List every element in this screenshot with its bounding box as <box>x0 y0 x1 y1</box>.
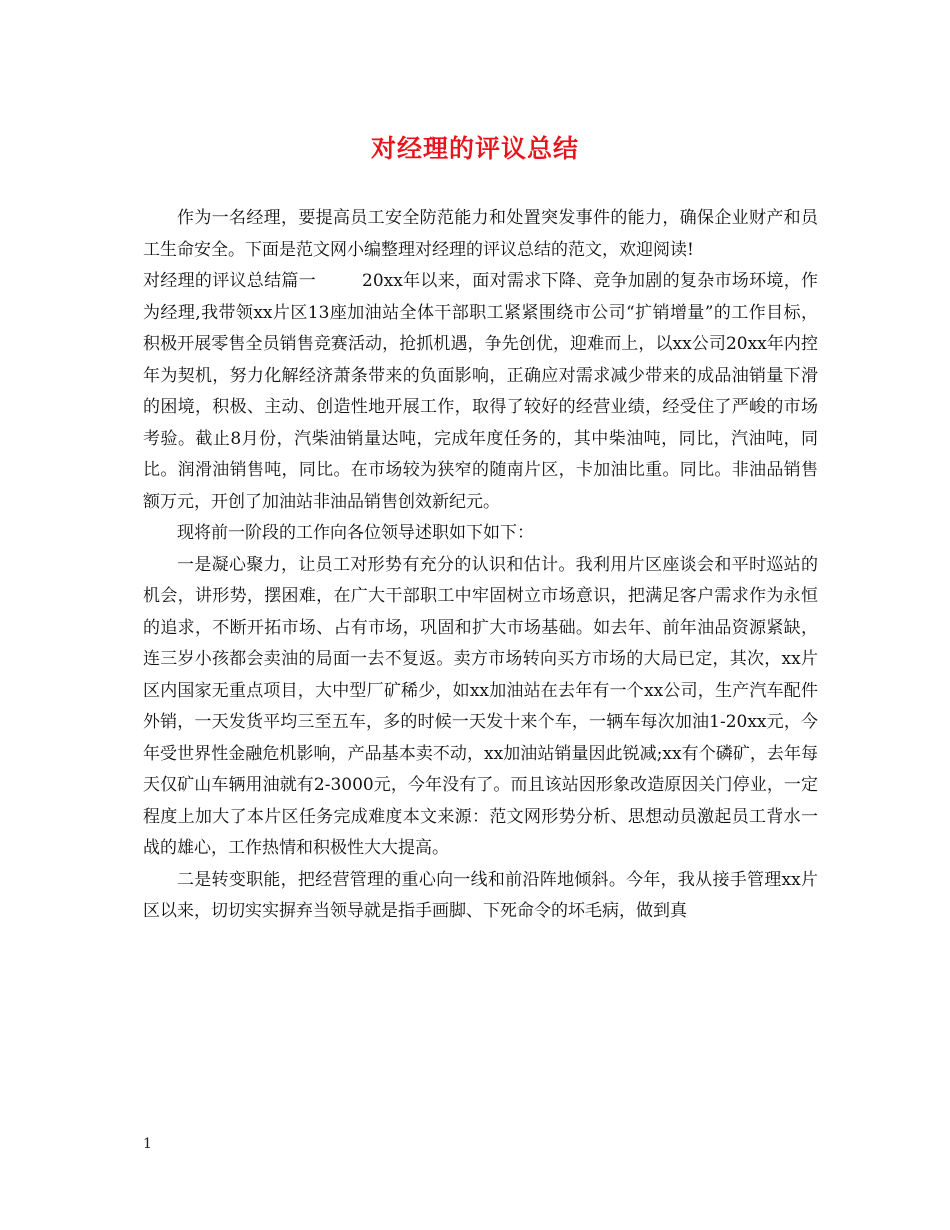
point-two-paragraph: 二是转变职能，把经营管理的重心向一线和前沿阵地倾斜。今年，我从接手管理xx片区以来，切切实实摒弃当领导就是指手画脚、下死命令的坏毛病，做到真 <box>143 869 818 921</box>
section-text: 20xx年以来，面对需求下降、竞争加剧的复杂市场环境，作为经理,我带领xx片区13座加油站全体干部职工紧紧围绕市公司“扩销增量”的工作目标，积极开展零售全员销售竞赛活动，抢抓机遇，争先创优，迎难而上，以xx公司20xx年内控年为契机，努力化解经济萧条带来的负面影响，正确应对需求减少带来的成品油销量下滑的困境，积极、主动、创造性地开展工作，取得了较好的经营业绩，经受住了严峻的市场考验。截止8月份，汽柴油销量达吨，完成年度任务的，其中柴油吨，同比，汽油吨，同比。润滑油销售吨，同比。在市场较为狭窄的随南片区，卡加油比重。同比。非油品销售额万元，开创了加油站非油品销售创效新纪元。 <box>143 271 818 512</box>
document-body <box>143 203 818 928</box>
page-number: 1 <box>143 1136 152 1152</box>
point-one-paragraph: 一是凝心聚力，让员工对形势有充分的认识和估计。我利用片区座谈会和平时巡站的机会，讲形势，摆困难，在广大干部职工中牢固树立市场意识，把满足客户需求作为永恒的追求，不断开拓市场、占有市场，巩固和扩大市场基础。如去年、前年油品资源紧缺，连三岁小孩都会卖油的局面一去不复返。卖方市场转向买方市场的大局已定，其次，xx片区内国家无重点项目，大中型厂矿稀少，如xx加油站在去年有一个xx公司，生产汽车配件外销，一天发货平均三至五车，多的时候一天发十来个车，一辆车每次加油1-20xx元，今年受世界性金融危机影响，产品基本卖不动，xx加油站销量因此锐减;xx有个磷矿，去年每天仅矿山车辆用油就有2-3000元，今年没有了。而且该站因形象改造原因关门停业，一定程度上加大了本片区任务完成难度本文来源：范文网形势分析、思想动员激起员工背水一战的雄心，工作热情和积极性大大提高。 <box>143 554 818 858</box>
intro-paragraph: 作为一名经理，要提高员工安全防范能力和处置突发事件的能力，确保企业财产和员工生命安全。下面是范文网小编整理对经理的评议总结的范文，欢迎阅读! <box>143 208 818 260</box>
section-heading: 对经理的评议总结篇一 <box>143 271 316 291</box>
section-paragraph <box>143 266 818 518</box>
report-intro-paragraph: 现将前一阶段的工作向各位领导述职如下如下： <box>177 523 534 543</box>
document-title: 对经理的评议总结 <box>370 134 579 163</box>
